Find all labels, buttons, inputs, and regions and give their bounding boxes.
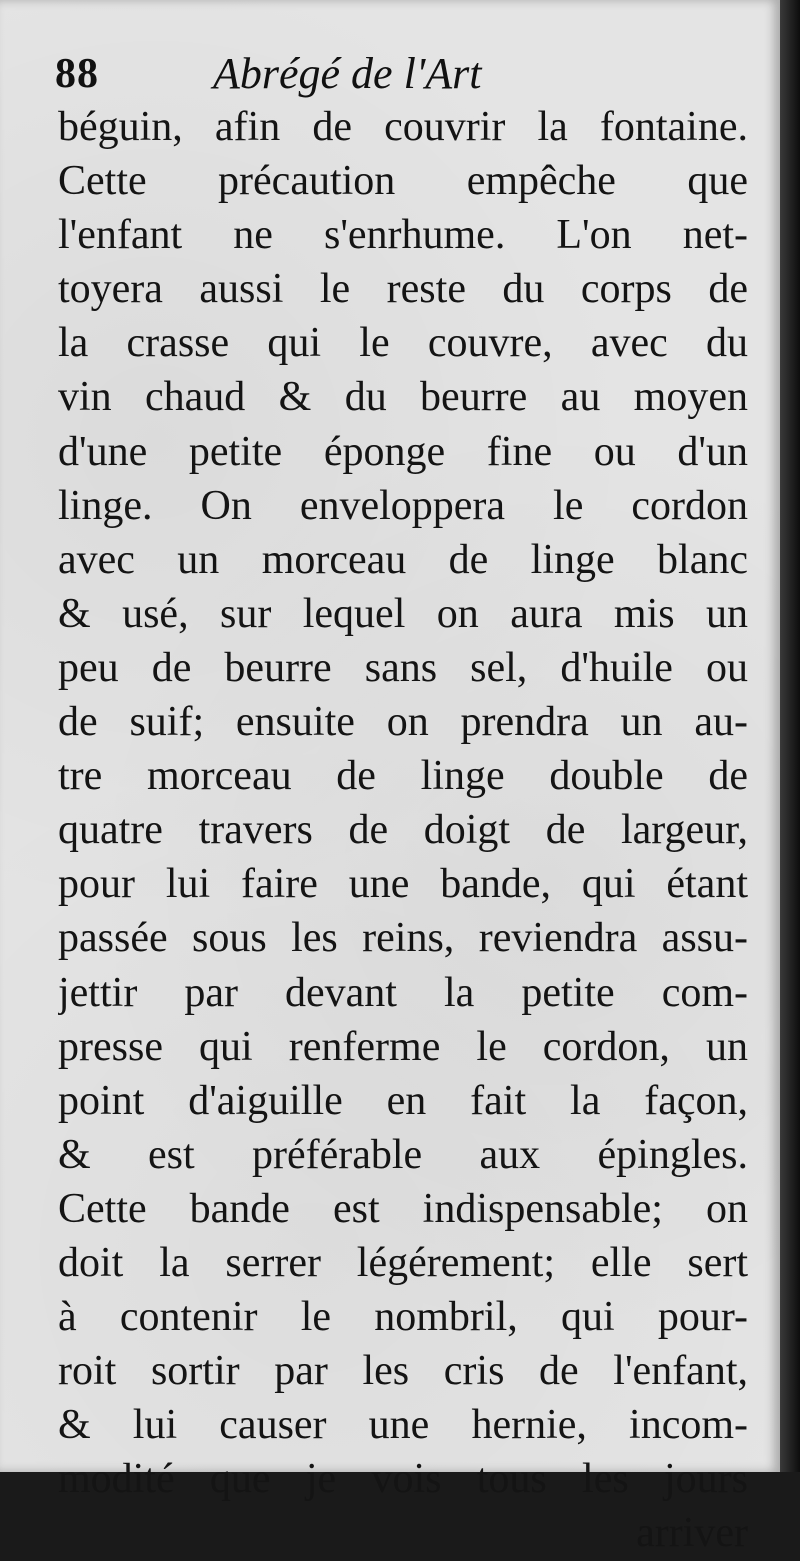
page-number: 88	[55, 51, 99, 97]
text-line: doit la serrer légérement; elle sert	[58, 1239, 748, 1286]
text-line: vin chaud & du beurre au moyen	[58, 374, 748, 421]
text-line: & est préférable aux épingles.	[58, 1131, 748, 1178]
text-line: point d'aiguille en fait la façon,	[58, 1077, 748, 1124]
text-line: avec un morceau de linge blanc	[58, 536, 748, 583]
text-line: passée sous les reins, reviendra assu-	[58, 915, 748, 962]
page-edge-shadow	[780, 0, 800, 1472]
text-line: Cette bande est indispensable; on	[58, 1185, 748, 1232]
text-line: l'enfant ne s'enrhume. L'on net-	[58, 212, 748, 259]
text-line: pour lui faire une bande, qui étant	[58, 861, 748, 908]
text-line: la crasse qui le couvre, avec du	[58, 320, 748, 367]
page-header	[55, 48, 745, 106]
text-line: à contenir le nombril, qui pour-	[58, 1294, 748, 1341]
text-line: tre morceau de linge double de	[58, 753, 748, 800]
running-title: Abrégé de l'Art	[213, 49, 482, 98]
text-line: toyera aussi le reste du corps de	[58, 266, 748, 313]
text-line: peu de beurre sans sel, d'huile ou	[58, 644, 748, 691]
text-line: d'une petite éponge fine ou d'un	[58, 428, 748, 475]
text-line: quatre travers de doigt de largeur,	[58, 807, 748, 854]
body-text	[58, 100, 748, 1561]
text-line: roit sortir par les cris de l'enfant,	[58, 1348, 748, 1395]
text-line: modité que je vois tous les jours	[58, 1456, 748, 1503]
text-line: & usé, sur lequel on aura mis un	[58, 590, 748, 637]
text-line: béguin, afin de couvrir la fontaine.	[58, 104, 748, 150]
text-line: Cette précaution empêche que	[58, 158, 748, 205]
text-line: presse qui renferme le cordon, un	[58, 1023, 748, 1070]
text-line: de suif; ensuite on prendra un au-	[58, 699, 748, 746]
catchword: arriver	[636, 1510, 748, 1557]
text-line: linge. On enveloppera le cordon	[58, 482, 748, 529]
text-line: & lui causer une hernie, incom-	[58, 1402, 748, 1449]
text-line: jettir par devant la petite com-	[58, 969, 748, 1016]
